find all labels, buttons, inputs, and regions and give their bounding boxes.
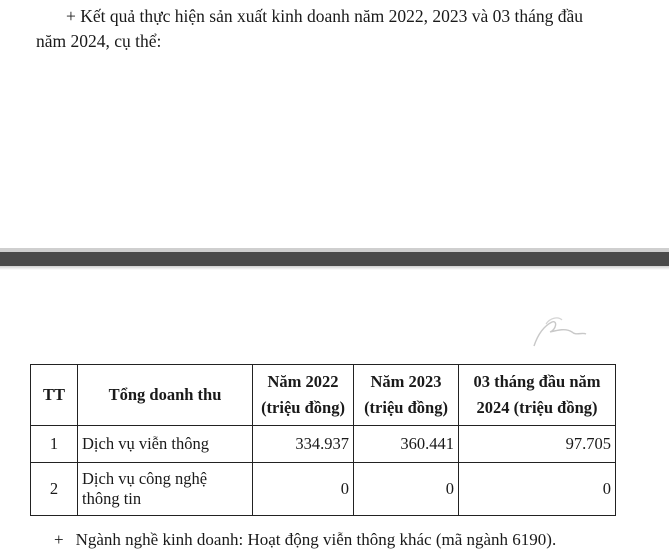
- row-1-2023: 360.441: [354, 426, 459, 463]
- header-2023: [354, 365, 459, 426]
- intro-line-1: + Kết quả thực hiện sản xuất kinh doanh năm 2022, 2023 và 03 tháng đầu: [66, 6, 584, 26]
- row-2-q2024: 0: [459, 463, 616, 516]
- header-q2024-line1: 03 tháng đầu năm: [473, 372, 601, 391]
- header-revenue: Tổng doanh thu: [78, 365, 253, 426]
- row-2-2023: 0: [354, 463, 459, 516]
- table-row: [31, 426, 616, 463]
- row-2-2022: 0: [253, 463, 354, 516]
- footer-text: Ngành nghề kinh doanh: Hoạt động viễn thông khác (mã ngành 6190).: [75, 530, 557, 549]
- handwritten-mark: [528, 312, 592, 352]
- header-2022-line1: Năm 2022: [267, 372, 339, 391]
- header-2022: [253, 365, 354, 426]
- footer-plus: +: [54, 530, 64, 549]
- header-2023-line2: (triệu đồng): [364, 398, 448, 417]
- row-1-q2024: 97.705: [459, 426, 616, 463]
- header-q2024: [459, 365, 616, 426]
- row-2-name: [78, 463, 253, 516]
- footer-line: [54, 529, 556, 551]
- table-row: [31, 463, 616, 516]
- page-gap-edge-bottom: [0, 266, 669, 270]
- page-separator: [0, 252, 669, 266]
- row-2-name-line2: thông tin: [82, 489, 142, 508]
- row-2-name-line1: Dịch vụ công nghệ: [82, 469, 208, 488]
- table-header-row: [31, 365, 616, 426]
- row-1-tt: 1: [31, 426, 78, 463]
- row-1-name: Dịch vụ viễn thông: [78, 426, 253, 463]
- intro-paragraph: [36, 4, 636, 54]
- revenue-table: [30, 364, 616, 516]
- header-tt: TT: [31, 365, 78, 426]
- row-2-tt: 2: [31, 463, 78, 516]
- intro-line-2: năm 2024, cụ thể:: [36, 31, 162, 51]
- row-1-2022: 334.937: [253, 426, 354, 463]
- header-2022-line2: (triệu đồng): [261, 398, 345, 417]
- header-2023-line1: Năm 2023: [370, 372, 442, 391]
- header-q2024-line2: 2024 (triệu đồng): [476, 398, 598, 417]
